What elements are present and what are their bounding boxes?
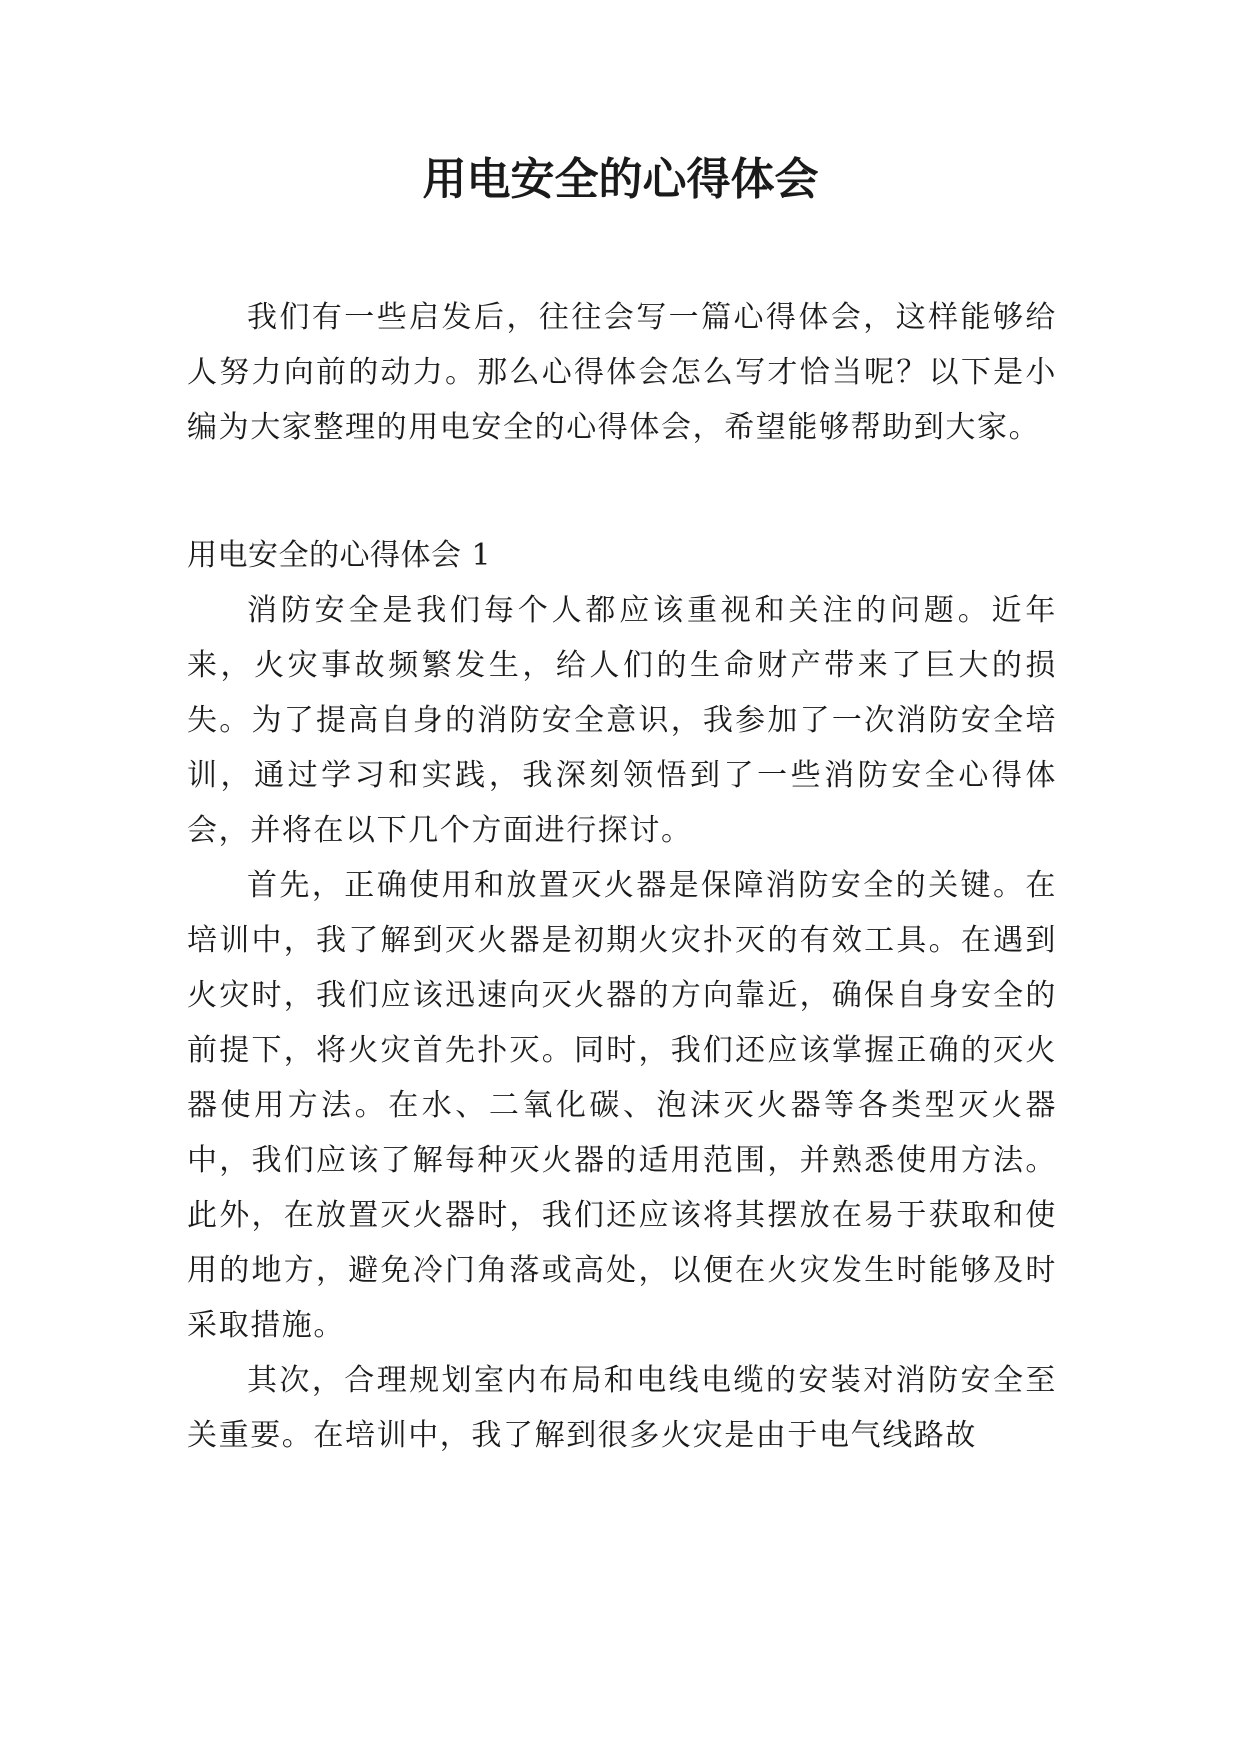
document-title: 用电安全的心得体会 — [422, 154, 819, 205]
body-paragraph-2: 首先，正确使用和放置灭火器是保障消防安全的关键。在培训中，我了解到灭火器是初期火灾扑灭的有效工具。在遇到火灾时，我们应该迅速向灭火器的方向靠近，确保自身安全的前提下，将火灾首先扑灭。同时，我们还应该掌握正确的灭火器使用方法。在水、二氧化碳、泡沫灭火器等各类型灭火器中，我们应该了解每种灭火器的适用范围，并熟悉使用方法。此外，在放置灭火器时，我们还应该将其摆放在易于获取和使用的地方，避免冷门角落或高处，以便在火灾发生时能够及时采取措施。 — [187, 868, 1057, 1343]
document-body — [187, 290, 1057, 1463]
body-paragraph-1: 消防安全是我们每个人都应该重视和关注的问题。近年来，火灾事故频繁发生，给人们的生命财产带来了巨大的损失。为了提高自身的消防安全意识，我参加了一次消防安全培训，通过学习和实践，我深刻领悟到了一些消防安全心得体会，并将在以下几个方面进行探讨。 — [187, 593, 1057, 848]
section-heading: 用电安全的心得体会 1 — [187, 538, 492, 573]
intro-paragraph: 我们有一些启发后，往往会写一篇心得体会，这样能够给人努力向前的动力。那么心得体会怎么写才恰当呢？以下是小编为大家整理的用电安全的心得体会，希望能够帮助到大家。 — [187, 300, 1057, 445]
body-paragraph-3: 其次，合理规划室内布局和电线电缆的安装对消防安全至关重要。在培训中，我了解到很多火灾是由于电气线路故 — [187, 1363, 1057, 1453]
